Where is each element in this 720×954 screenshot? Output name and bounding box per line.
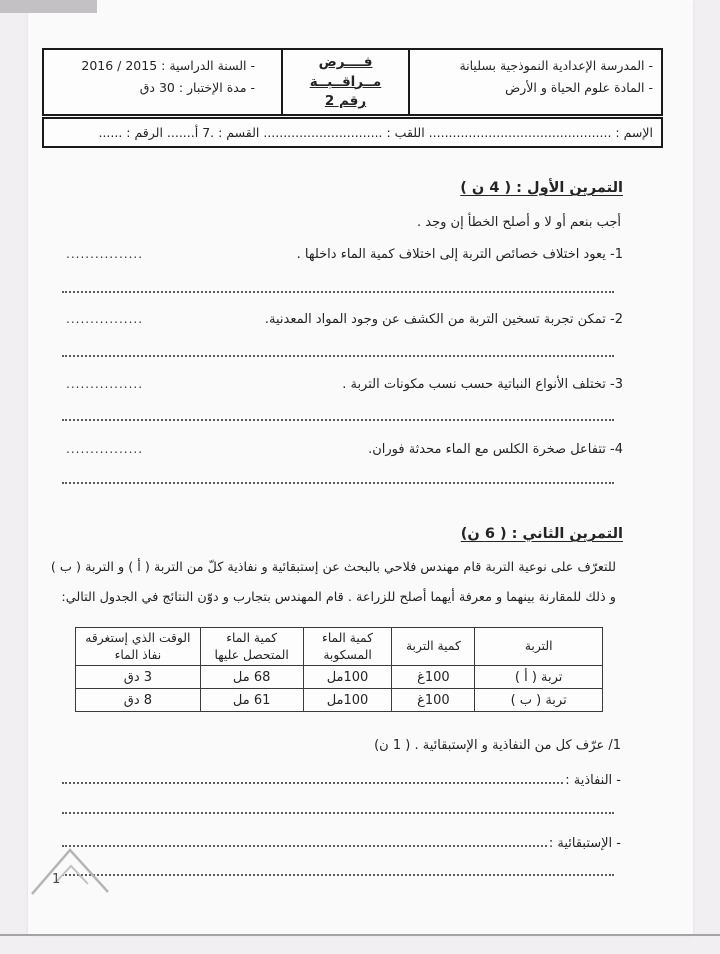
- answer-blank: ................: [66, 247, 144, 261]
- table-cell: 100غ: [392, 689, 475, 712]
- scan-bottom-edge: [0, 934, 720, 936]
- column-header-time: الوقت الذي إستغرقه نفاذ الماء: [76, 628, 201, 666]
- exercise2-title: التمرين الثاني : ( 6 ن): [460, 526, 623, 542]
- column-header-soil: التربة: [475, 628, 603, 666]
- answer-dotted-line: [62, 812, 614, 814]
- table-cell: 8 دق: [76, 689, 201, 712]
- statement-text: 4- تتفاعل صخرة الكلس مع الماء محدثة فوران.: [368, 442, 623, 457]
- scan-corner-shadow: [0, 0, 97, 13]
- exercise2-intro-line-1: للتعرّف على نوعية التربة قام مهندس فلاحي بالبحث عن إستبقائية و نفاذية كلّ من التربة ( أ ) و التربة ( ب ): [50, 560, 616, 575]
- definition-dotted-fill: [62, 770, 563, 784]
- table-row-soil-a: [76, 666, 603, 689]
- results-table: [75, 627, 603, 712]
- identity-line: الإسم : .............................................. اللقب : .............................. القسم : .7 أ....... الرقم : ......: [98, 125, 653, 140]
- answer-dotted-line: [62, 355, 614, 357]
- page-number: 1: [52, 872, 61, 887]
- table-cell: 100مل: [303, 689, 392, 712]
- table-cell: تربة ( أ ): [475, 666, 603, 689]
- answer-dotted-line: [62, 291, 614, 293]
- table-cell: 100غ: [392, 666, 475, 689]
- table-cell: 100مل: [303, 666, 392, 689]
- statement-text: 1- يعود اختلاف خصائص التربة إلى اختلاف كمية الماء داخلها .: [296, 247, 623, 262]
- table-row-soil-b: [76, 689, 603, 712]
- school-year: - السنة الدراسية : 2015 / 2016: [81, 58, 255, 73]
- exam-header-box: [42, 48, 663, 116]
- column-header-soil-quantity: كمية التربة: [392, 628, 475, 666]
- definition-dotted-fill: [62, 833, 547, 847]
- answer-dotted-line: [62, 482, 614, 484]
- table-header-row: [76, 628, 603, 666]
- student-identity-bar: [42, 117, 663, 148]
- definition-label: - الإستبقائية :: [548, 836, 621, 851]
- session-info-box: [44, 50, 281, 114]
- exam-duration: - مدة الإختبار : 30 دق: [139, 79, 255, 95]
- definition-label: - النفاذية :: [565, 773, 621, 788]
- answer-blank: ................: [66, 377, 144, 391]
- exercise2-intro-line-2: و ذلك للمقارنة بينهما و معرفة أيهما أصلح للزراعة . قام المهندس بتجارب و دوّن النتائج في الجدول التالي:: [61, 590, 616, 605]
- statement-row-3: [66, 377, 623, 392]
- exam-title-word-2: مــراقــبــة: [309, 73, 382, 90]
- answer-blank: ................: [66, 442, 144, 456]
- statement-row-1: [66, 247, 623, 262]
- column-header-water-poured: كمية الماء المسكوبة: [303, 628, 392, 666]
- exercise1-instruction: أجب بنعم أو لا و أصلح الخطأ إن وجد .: [416, 215, 621, 230]
- answer-dotted-line: [62, 419, 614, 421]
- page-fold-mark: [24, 836, 119, 911]
- school-name: - المدرسة الإعدادية النموذجية بسليانة: [459, 58, 653, 73]
- exercise1-title: التمرين الأول : ( 4 ن ): [460, 180, 623, 196]
- subject-name: - المادة علوم الحياة و الأرض: [505, 79, 653, 95]
- answer-dotted-line: [62, 874, 614, 876]
- exam-title-box: [281, 50, 410, 114]
- exam-number: رقم 2: [324, 93, 367, 110]
- table-cell: 68 مل: [200, 666, 303, 689]
- table-cell: 61 مل: [200, 689, 303, 712]
- statement-text: 3- تختلف الأنواع النباتية حسب نسب مكونات التربة .: [342, 377, 623, 392]
- table-cell: تربة ( ب ): [475, 689, 603, 712]
- statement-row-4: [66, 442, 623, 457]
- school-info-box: [410, 50, 661, 114]
- definition-row-retention: [62, 833, 621, 851]
- table-cell: 3 دق: [76, 666, 201, 689]
- statement-row-2: [66, 312, 623, 327]
- answer-blank: ................: [66, 312, 144, 326]
- exam-title-word-1: فــــرض: [318, 54, 373, 70]
- question-1: 1/ عرّف كل من النفاذية و الإستبقائية . ( 1 ن): [374, 738, 621, 753]
- column-header-water-obtained: كمية الماء المتحصل عليها: [200, 628, 303, 666]
- statement-text: 2- تمكن تجربة تسخين التربة من الكشف عن وجود المواد المعدنية.: [264, 312, 623, 327]
- definition-row-permeability: [62, 770, 621, 788]
